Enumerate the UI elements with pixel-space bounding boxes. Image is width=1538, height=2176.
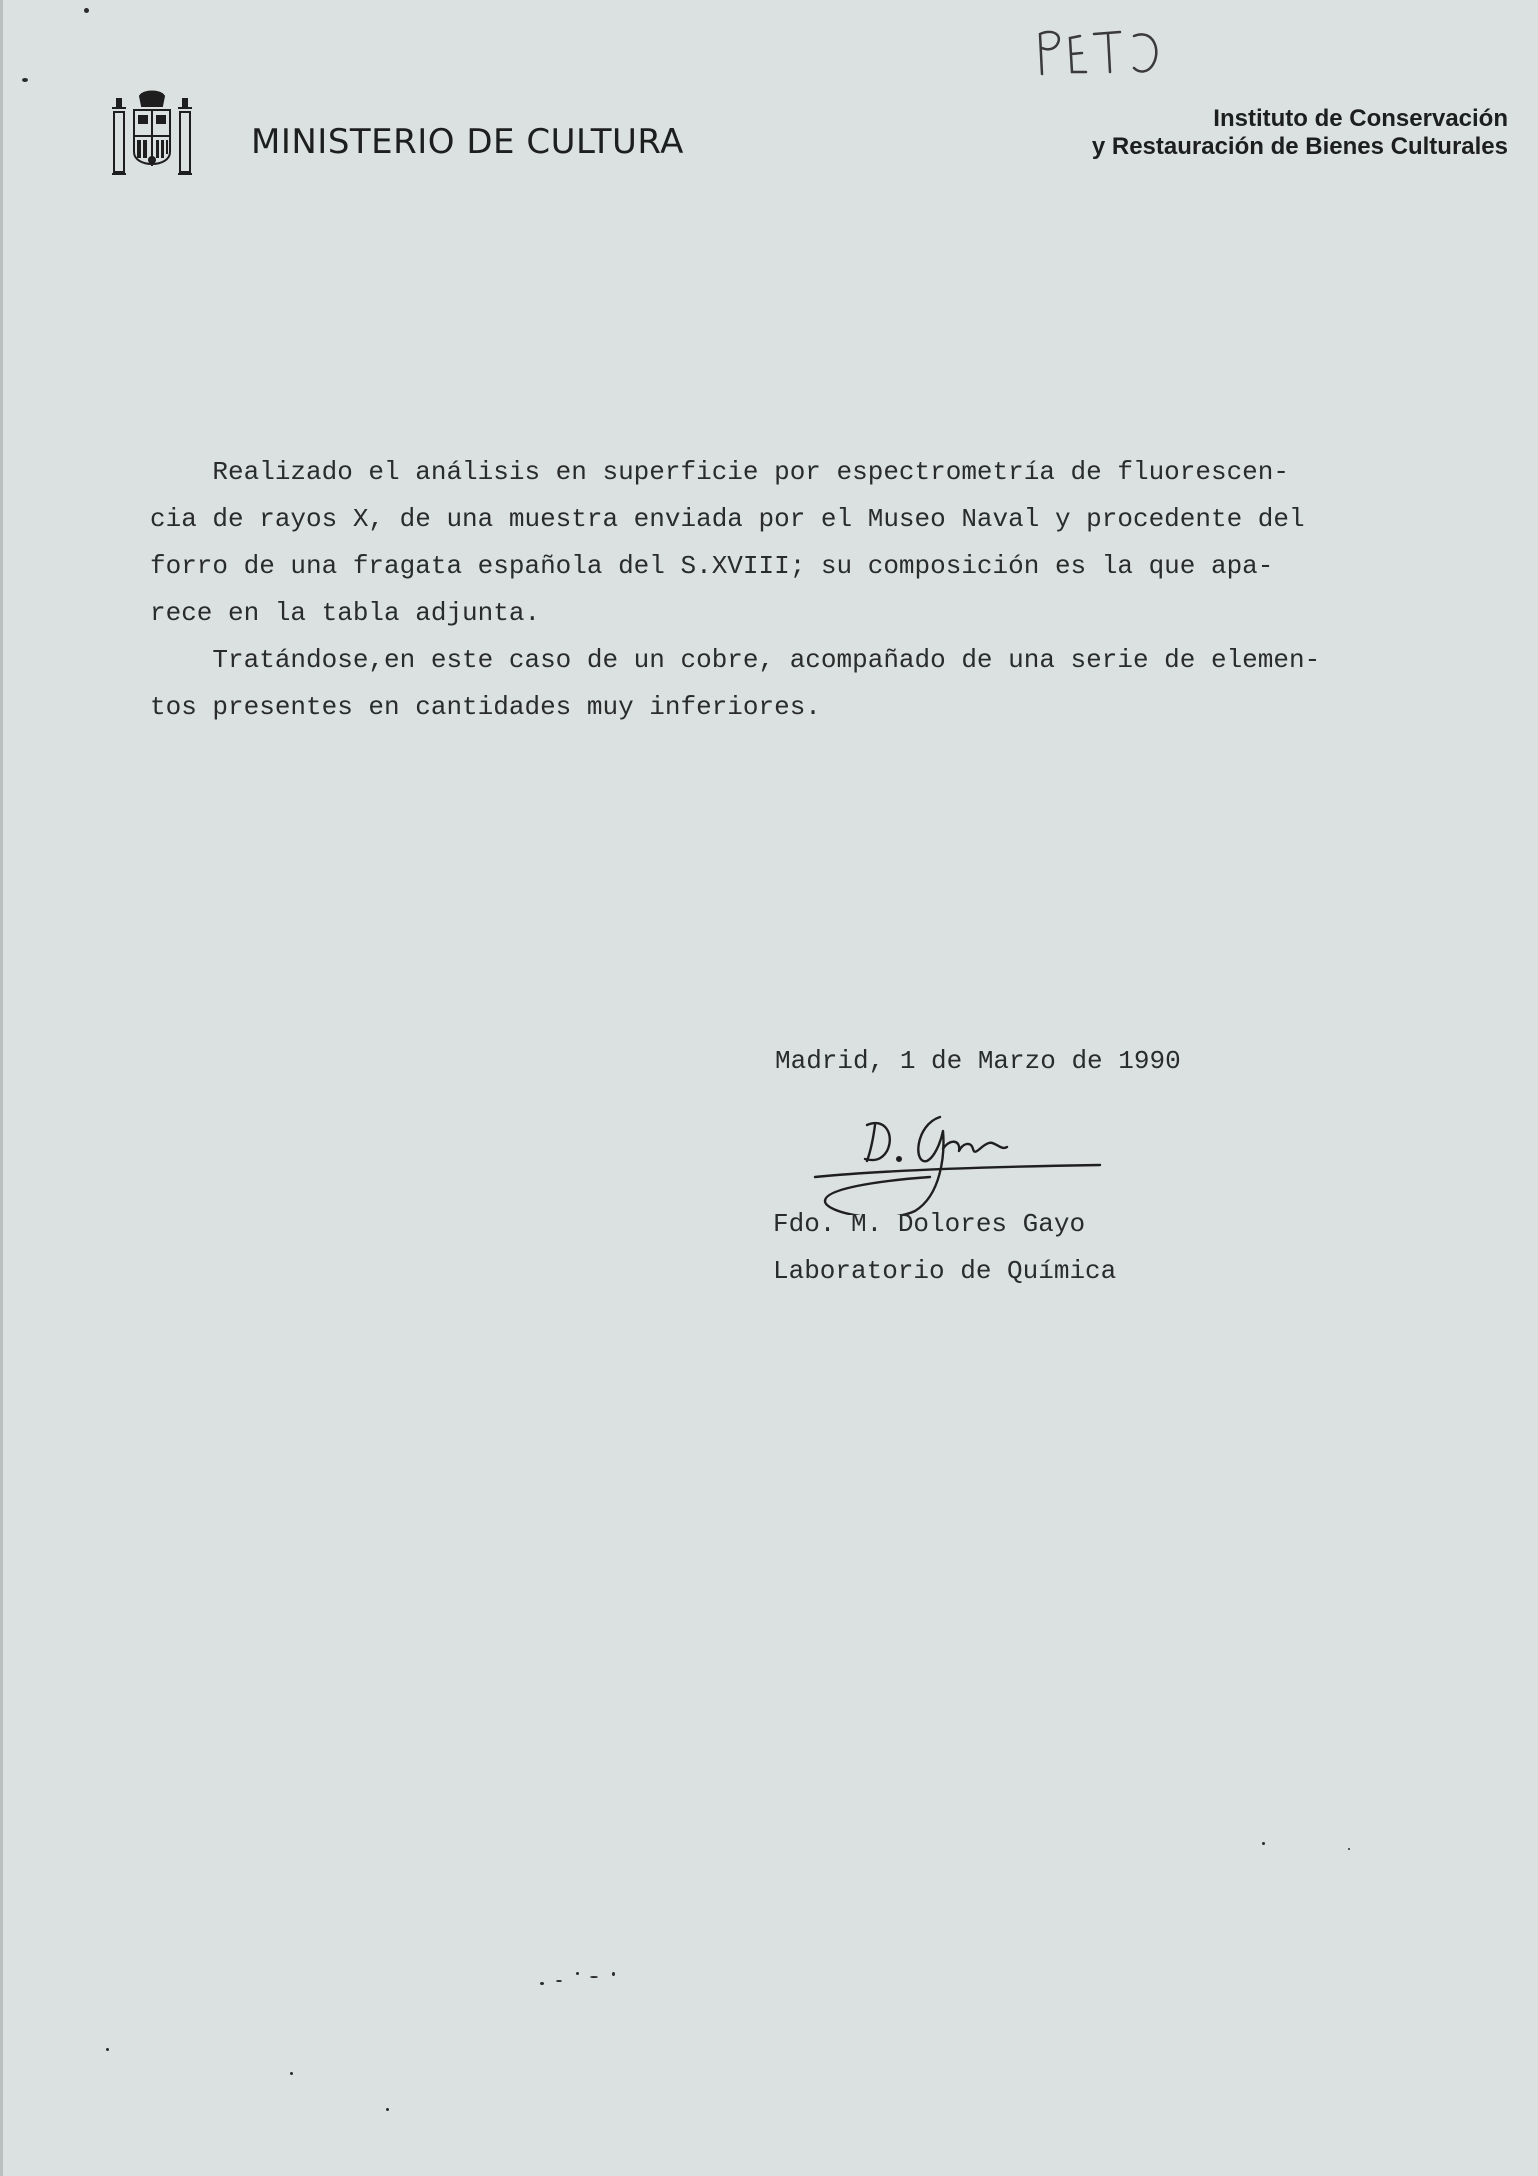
scan-speck (290, 2072, 293, 2075)
scan-speck (590, 1976, 598, 1978)
paragraph-line: Realizado el análisis en superficie por espectrometría de fluorescen- (150, 457, 1289, 487)
scan-speck (556, 1980, 562, 1982)
paragraph-line: tos presentes en cantidades muy inferiores. (150, 692, 821, 722)
scan-speck (576, 1972, 579, 1975)
institute-line-2: y Restauración de Bienes Culturales (1091, 133, 1508, 160)
scan-speck (540, 1982, 544, 1985)
ministry-name: MINISTERIO DE CULTURA (251, 122, 684, 162)
scan-speck (1262, 1842, 1265, 1845)
page-edge (0, 0, 3, 2176)
scan-speck (386, 2108, 389, 2111)
department-name: Laboratorio de Química (773, 1256, 1117, 1286)
paragraph-line: cia de rayos X, de una muestra enviada por el Museo Naval y procedente del (150, 504, 1305, 534)
institute-name (1092, 105, 1508, 161)
paragraph-1 (150, 449, 1390, 637)
place-date: Madrid, 1 de Marzo de 1990 (775, 1046, 1181, 1076)
handwritten-note (1034, 22, 1194, 92)
paragraph-line: rece en la tabla adjunta. (150, 598, 541, 628)
institute-line-1: Instituto de Conservación (1213, 105, 1508, 132)
scan-speck (1348, 1848, 1350, 1850)
scan-speck (84, 8, 89, 13)
paragraph-line: forro de una fragata española del S.XVIII; su composición es la que apa- (150, 551, 1274, 581)
scan-speck (22, 78, 28, 82)
coat-of-arms-icon (110, 90, 194, 182)
scan-speck (612, 1972, 615, 1976)
paragraph-line: Tratándose,en este caso de un cobre, acompañado de una serie de elemen- (150, 645, 1321, 675)
paragraph-2 (150, 637, 1390, 731)
scan-speck (106, 2048, 109, 2051)
signer-name: Fdo. M. Dolores Gayo (773, 1209, 1086, 1239)
letter-body (150, 449, 1390, 731)
signature (795, 1095, 1115, 1215)
